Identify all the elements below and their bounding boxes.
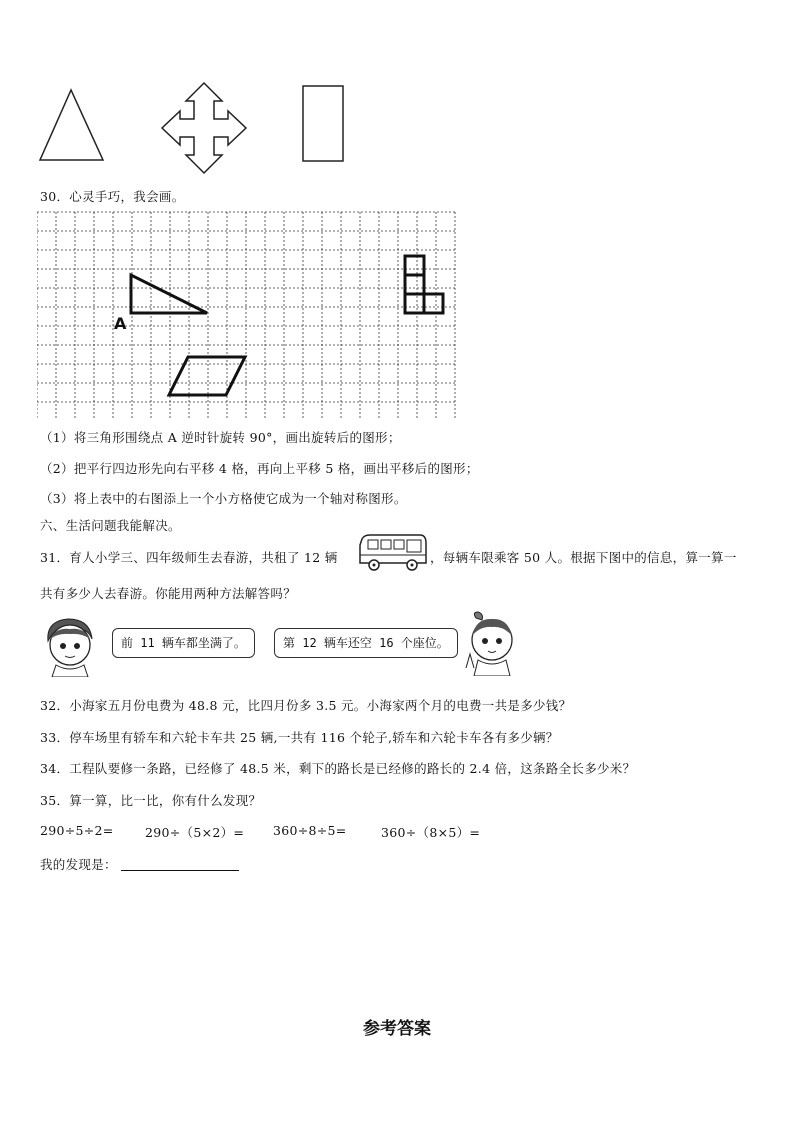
q35-expr3: 360÷8÷5= [273, 823, 347, 838]
rectangle-shape [303, 86, 343, 161]
q30-sub2: （2）把平行四边形先向右平移 4 格，再向上平移 5 格，画出平移后的图形； [40, 461, 479, 476]
speech-bubble-left: 前 11 辆车都坐满了。 [112, 628, 255, 658]
q30-title: 30．心灵手巧，我会画。 [40, 189, 185, 204]
grid-figure [37, 210, 467, 420]
finding-answer-blank[interactable] [121, 858, 239, 871]
q30-sub1: （1）将三角形围绕点 A 逆时针旋转 90°，画出旋转后的图形； [40, 430, 401, 445]
q32-text: 32．小海家五月份电费为 48.8 元，比四月份多 3.5 元。小海家两个月的电费一共是多少钱？ [40, 698, 572, 713]
four-arrow-shape [162, 83, 246, 173]
triangle-shape [40, 90, 103, 160]
parallelogram-on-grid [169, 357, 245, 395]
finding-label: 我的发现是： [40, 857, 117, 872]
girl-illustration-icon [458, 610, 524, 676]
q35-expr4: 360÷（8×5）= [381, 825, 481, 840]
q33-text: 33．停车场里有轿车和六轮卡车共 25 辆,一共有 116 个轮子,轿车和六轮卡车各有多少辆？ [40, 730, 559, 745]
finding-line [40, 855, 239, 873]
q30-sub3: （3）将上表中的右图添上一个小方格使它成为一个轴对称图形。 [40, 491, 407, 506]
q31-line1-part1: 31．育人小学三、四年级师生去春游，共租了 12 辆 [40, 550, 338, 565]
l-shape-figure [405, 256, 443, 313]
q35-expr2: 290÷（5×2）= [145, 825, 245, 840]
square-grid [37, 212, 455, 420]
top-shapes [0, 0, 794, 180]
section-heading: 六、生活问题我能解决。 [40, 518, 181, 533]
boy-illustration-icon [38, 615, 102, 677]
point-a-label: A [114, 314, 127, 333]
q31-line2: 共有多少人去春游。你能用两种方法解答吗？ [40, 586, 297, 601]
q35-expr1: 290÷5÷2= [40, 823, 114, 838]
bus-icon [354, 531, 430, 575]
q31-line1-part2: ，每辆车限乘客 50 人。根据下图中的信息，算一算一 [430, 550, 737, 565]
q34-text: 34．工程队要修一条路，已经修了 48.5 米，剩下的路长是已经修的路长的 2.4 倍，这条路全长多少米？ [40, 761, 636, 776]
answer-heading: 参考答案 [363, 1019, 431, 1039]
q35-title: 35．算一算，比一比，你有什么发现？ [40, 793, 262, 808]
speech-bubble-right: 第 12 辆车还空 16 个座位。 [274, 628, 458, 658]
